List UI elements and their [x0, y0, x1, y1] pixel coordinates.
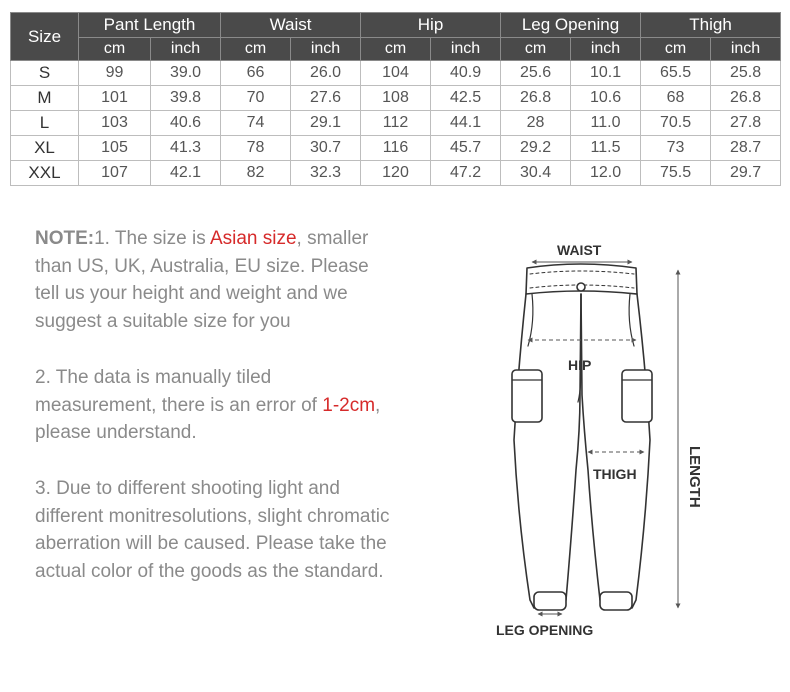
table-cell: 82	[221, 161, 291, 186]
unit-header: inch	[151, 38, 221, 61]
table-cell: 25.6	[501, 61, 571, 86]
table-cell: 104	[361, 61, 431, 86]
table-cell: 45.7	[431, 136, 501, 161]
table-cell: 47.2	[431, 161, 501, 186]
table-cell: 107	[79, 161, 151, 186]
note-3: 3. Due to different shooting light and different monitresolutions, slight chromatic aberration will be caused. Please take the actual color of the goods as the standard.	[35, 477, 390, 583]
note-1	[35, 225, 395, 336]
group-header-hip: Hip	[361, 13, 501, 38]
table-cell: 120	[361, 161, 431, 186]
table-cell: 26.8	[501, 86, 571, 111]
unit-header: inch	[431, 38, 501, 61]
size-notes	[35, 225, 395, 614]
thigh-label: THIGH	[593, 466, 637, 482]
note-2-text-b: , please understand.	[35, 394, 381, 444]
table-cell: 44.1	[431, 111, 501, 136]
table-row	[11, 136, 781, 161]
size-cell: XL	[11, 136, 79, 161]
table-cell: 116	[361, 136, 431, 161]
unit-header: cm	[361, 38, 431, 61]
table-cell: 30.4	[501, 161, 571, 186]
table-cell: 74	[221, 111, 291, 136]
unit-header: cm	[79, 38, 151, 61]
table-cell: 42.1	[151, 161, 221, 186]
table-cell: 108	[361, 86, 431, 111]
table-row	[11, 161, 781, 186]
table-cell: 99	[79, 61, 151, 86]
table-cell: 29.2	[501, 136, 571, 161]
note-1-text-a: 1. The size is	[94, 228, 210, 249]
size-cell: S	[11, 61, 79, 86]
length-label: LENGTH	[686, 446, 703, 508]
table-cell: 10.1	[571, 61, 641, 86]
pants-measurement-diagram	[460, 230, 760, 650]
group-header-pant-length: Pant Length	[79, 13, 221, 38]
unit-header: inch	[291, 38, 361, 61]
size-column-header: Size	[11, 13, 79, 61]
note-1-highlight: Asian size	[209, 228, 297, 249]
table-cell: 29.1	[291, 111, 361, 136]
table-cell: 101	[79, 86, 151, 111]
table-cell: 75.5	[641, 161, 711, 186]
table-group-header-row	[11, 13, 781, 38]
table-cell: 26.0	[291, 61, 361, 86]
table-cell: 70.5	[641, 111, 711, 136]
unit-header: inch	[571, 38, 641, 61]
table-cell: 68	[641, 86, 711, 111]
table-cell: 30.7	[291, 136, 361, 161]
table-cell: 112	[361, 111, 431, 136]
note-1-text-b: , smaller than US, UK, Australia, EU size. Please tell us your height and weight and we suggest a suitable size for you	[35, 228, 369, 333]
note-2-highlight: 1-2cm	[322, 394, 376, 416]
table-cell: 10.6	[571, 86, 641, 111]
table-cell: 40.9	[431, 61, 501, 86]
table-cell: 39.0	[151, 61, 221, 86]
table-cell: 105	[79, 136, 151, 161]
table-cell: 41.3	[151, 136, 221, 161]
pants-outline-illustration	[460, 230, 760, 650]
table-cell: 25.8	[711, 61, 781, 86]
hip-label: HIP	[568, 357, 592, 373]
table-cell: 103	[79, 111, 151, 136]
size-chart-table	[10, 12, 781, 186]
leg-opening-label: LEG OPENING	[496, 622, 594, 638]
table-cell: 27.6	[291, 86, 361, 111]
table-cell: 78	[221, 136, 291, 161]
size-cell: L	[11, 111, 79, 136]
table-cell: 40.6	[151, 111, 221, 136]
table-cell: 70	[221, 86, 291, 111]
table-cell: 26.8	[711, 86, 781, 111]
waist-label: WAIST	[557, 242, 602, 258]
table-cell: 32.3	[291, 161, 361, 186]
table-cell: 28.7	[711, 136, 781, 161]
table-cell: 65.5	[641, 61, 711, 86]
group-header-thigh: Thigh	[641, 13, 781, 38]
table-cell: 11.0	[571, 111, 641, 136]
group-header-waist: Waist	[221, 13, 361, 38]
table-cell: 39.8	[151, 86, 221, 111]
note-2	[35, 364, 395, 447]
unit-header: inch	[711, 38, 781, 61]
note-2-text-a: 2. The data is manually tiled measurement, there is an error of	[35, 366, 323, 416]
table-cell: 27.8	[711, 111, 781, 136]
unit-header: cm	[221, 38, 291, 61]
unit-header: cm	[641, 38, 711, 61]
table-cell: 42.5	[431, 86, 501, 111]
table-cell: 66	[221, 61, 291, 86]
size-cell: M	[11, 86, 79, 111]
table-cell: 28	[501, 111, 571, 136]
size-cell: XXL	[11, 161, 79, 186]
table-cell: 29.7	[711, 161, 781, 186]
table-row	[11, 61, 781, 86]
table-cell: 73	[641, 136, 711, 161]
table-cell: 11.5	[571, 136, 641, 161]
note-prefix: NOTE:	[35, 228, 95, 249]
group-header-leg-opening: Leg Opening	[501, 13, 641, 38]
table-unit-header-row	[11, 38, 781, 61]
table-cell: 12.0	[571, 161, 641, 186]
table-row	[11, 111, 781, 136]
unit-header: cm	[501, 38, 571, 61]
table-row	[11, 86, 781, 111]
